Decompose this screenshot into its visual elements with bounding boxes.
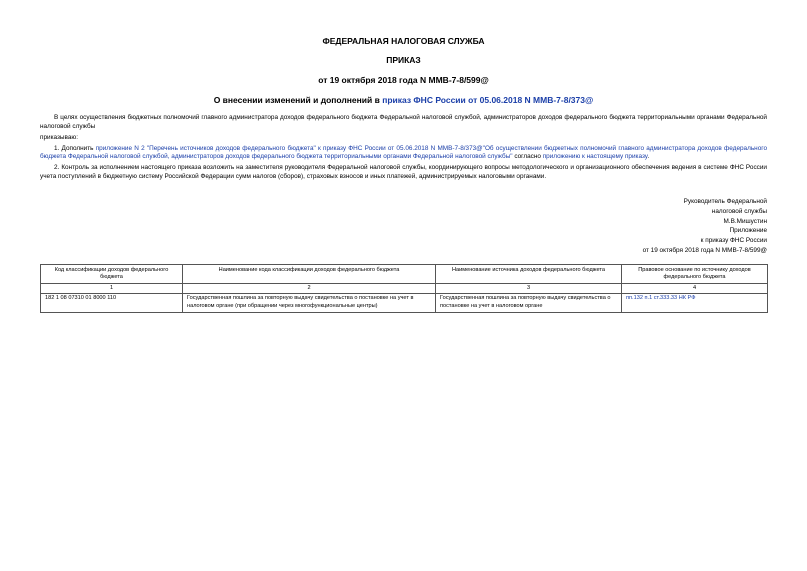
col-number: 4 [622,284,768,294]
signer-name: М.В.Мишустин [723,217,767,225]
legal-basis-link[interactable]: пп.132 п.1 ст.333.33 НК РФ [626,295,696,302]
signature-block [467,197,767,256]
signer-position-1: Руководитель Федеральной [683,198,767,205]
cell-source-name: Государственная пошлина за повторную выдачу свидетельства о постановке на учет в налоговом органе [436,293,622,312]
col-header-source-name: Наименование источника доходов федерального бюджета [436,265,622,284]
col-number: 2 [183,284,436,294]
p1-start: 1. Дополнить [54,144,96,152]
col-header-code: Код классификации доходов федерального бюджета [41,265,183,284]
order-date-number: от 19 октября 2018 года N ММВ-7-8/599@ [318,75,489,85]
table-header-row [41,265,768,284]
order-subject [40,95,767,105]
order-body [40,114,767,184]
paragraph-1 [40,145,767,162]
income-sources-table [40,264,768,313]
col-number: 1 [41,284,183,294]
preamble: В целях осуществления бюджетных полномочий главного администратора доходов федерального бюджета Федеральной налоговой службой, администраторов доходов федерального бюджета территориальными органами Федеральной налоговой службы [40,114,767,130]
p1-end: . [647,153,650,161]
col-header-code-name: Наименование кода классификации доходов федерального бюджета [183,265,436,284]
cell-code: 182 1 08 07310 01 8000 110 [41,293,183,312]
doc-type-title: ПРИКАЗ [386,55,421,65]
appendix-ref: к приказу ФНС России [700,237,767,245]
subject-prefix: О внесении изменений и дополнений в [213,95,383,105]
col-number: 3 [436,284,622,294]
order-word: приказываю: [40,133,78,141]
appendix-title: Приложение [729,227,767,235]
appendix-date-number: от 19 октября 2018 года N ММВ-7-8/599@ [642,246,767,254]
p1-mid: согласно [512,153,543,161]
cell-code-name: Государственная пошлина за повторную выдачу свидетельства о постановке на учет в налоговом органе (при обращении через многофункциональные центры) [183,293,436,312]
appendix-2-link[interactable]: приложение N 2 "Перечень источников доходов федерального бюджета" к приказу ФНС России от 05.06.2018 N ММВ-7-8/373@"Об осуществлении бюджетных полномочий главного администратора доходов федерального бюджета Федеральной налоговой службой, администраторов доходов федерального бюджета территориальными органами Федеральной налоговой службы" [40,144,767,161]
signer-position-2: налоговой службы [711,207,767,215]
cell-legal-basis [622,293,768,312]
paragraph-2: 2. Контроль за исполнением настоящего приказа возложить на заместителя руководителя Федеральной налоговой службы, координирующего вопросы методологического и организационного обеспечения ведения в системе ФНС России учета поступлений в бюджетную систему Российской Федерации сумм налогов (сборов), страховых взносов и иных платежей, администрируемых налоговыми органами. [40,164,767,181]
table-column-numbers-row [41,284,768,294]
agency-title: ФЕДЕРАЛЬНАЯ НАЛОГОВАЯ СЛУЖБА [322,36,485,46]
subject-link[interactable]: приказ ФНС России от 05.06.2018 N ММВ-7-8/373@ [382,95,594,105]
col-header-legal-basis: Правовое основание по источнику доходов федерального бюджета [622,265,768,284]
appendix-ref-link[interactable]: приложению к настоящему приказу [542,153,648,161]
table-row [41,293,768,312]
